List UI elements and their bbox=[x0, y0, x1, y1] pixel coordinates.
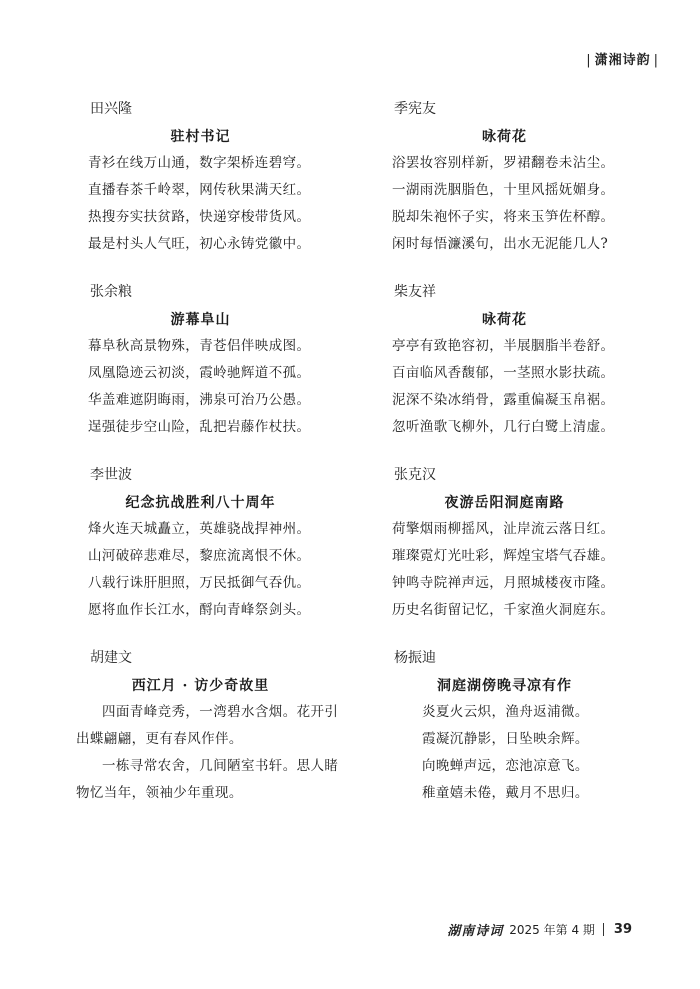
poem-line: 烽火连天城矗立，英雄骁战捍神州。 bbox=[88, 521, 311, 537]
poem-line: 忽听渔歌飞柳外，几行白鹭上清虚。 bbox=[392, 419, 615, 435]
poem-line: 一栋寻常农舍，几间陋室书轩。思人睹 bbox=[102, 758, 339, 774]
poem-line: 钟鸣寺院禅声远，月照城楼夜市隆。 bbox=[392, 575, 615, 591]
poem-author: 张余粮 bbox=[90, 284, 132, 300]
divider: | bbox=[586, 53, 592, 68]
poem-line: 浴罢妆容别样新，罗裙翻卷未沾尘。 bbox=[392, 155, 615, 171]
poem-title: 夜游岳阳洞庭南路 bbox=[444, 495, 565, 511]
poem bbox=[88, 277, 388, 460]
poem-line: 八载行诛肝胆照，万民抵御气吞仇。 bbox=[88, 575, 311, 591]
poem-line: 荷擎烟雨柳摇风，沚岸流云落日红。 bbox=[392, 521, 615, 537]
poem-author: 李世波 bbox=[90, 467, 132, 483]
poem-author: 季宪友 bbox=[394, 101, 436, 117]
poem-line: 霞凝沉静影，日坠映余辉。 bbox=[422, 731, 589, 747]
poem-title: 西江月 · 访少奇故里 bbox=[131, 678, 270, 694]
issue-label: 2025 年第 4 期 bbox=[509, 923, 595, 937]
page-footer bbox=[447, 920, 632, 939]
left-column bbox=[76, 94, 388, 843]
poem-author: 柴友祥 bbox=[394, 284, 436, 300]
poem bbox=[392, 277, 692, 460]
poem-line: 脱却朱袍怀子实，将来玉笋佐杯醇。 bbox=[392, 209, 615, 225]
poem-line: 直播春茶千岭翠，网传秋果满天红。 bbox=[88, 182, 311, 198]
poem bbox=[88, 94, 388, 277]
poem-line: 幕阜秋高景物殊，青苍侣伴映成图。 bbox=[88, 338, 311, 354]
poem-line: 愿将血作长江水，酹向青峰祭剑头。 bbox=[88, 602, 311, 618]
poem bbox=[392, 643, 692, 843]
poem-line: 出蝶翩翩，更有春风作伴。 bbox=[76, 731, 243, 747]
right-column bbox=[392, 94, 692, 843]
magazine-logo: 湖南诗词 bbox=[447, 924, 504, 939]
poem bbox=[76, 643, 388, 843]
poem-line: 凤凰隐迹云初淡，霞岭驰辉道不孤。 bbox=[88, 365, 311, 381]
poem-line: 最是村头人气旺，初心永铸党徽中。 bbox=[88, 236, 311, 252]
poem-line: 泥深不染冰绡骨，露重偏凝玉帛裾。 bbox=[392, 392, 615, 408]
poem-line: 璀璨霓灯光吐彩，辉煌宝塔气吞雄。 bbox=[392, 548, 615, 564]
divider bbox=[603, 923, 604, 936]
poem-line: 一湖雨洗胭脂色，十里风摇妩媚身。 bbox=[392, 182, 615, 198]
poem-title: 咏荷花 bbox=[482, 129, 527, 145]
poem bbox=[392, 460, 692, 643]
poem-line: 华盖难遮阴晦雨，沸泉可治乃公愚。 bbox=[88, 392, 311, 408]
poem-line: 向晚蝉声远，恋池凉意飞。 bbox=[422, 758, 589, 774]
poem-line: 青衫在线万山通，数字架桥连碧穹。 bbox=[88, 155, 311, 171]
poem-line: 历史名街留记忆，千家渔火洞庭东。 bbox=[392, 602, 615, 618]
poem-line: 炎夏火云炽，渔舟返浦微。 bbox=[422, 704, 589, 720]
poem bbox=[392, 94, 692, 277]
poem-line: 百亩临风香馥郁，一茎照水影扶疏。 bbox=[392, 365, 615, 381]
poem-line: 山河破碎悲难尽，黎庶流离恨不休。 bbox=[88, 548, 311, 564]
poem-line: 亭亭有致艳容初，半展胭脂半卷舒。 bbox=[392, 338, 615, 354]
poem-title: 纪念抗战胜利八十周年 bbox=[125, 495, 276, 511]
poem-line: 稚童嬉未倦，戴月不思归。 bbox=[422, 785, 589, 801]
poem-line: 四面青峰竞秀，一湾碧水含烟。花开引 bbox=[102, 704, 339, 720]
poem-line: 闲时每悟濂溪句，出水无泥能几人? bbox=[392, 236, 609, 252]
poem-author: 杨振迪 bbox=[394, 650, 436, 666]
section-title: 潇湘诗韵 bbox=[594, 53, 651, 68]
poem-author: 田兴隆 bbox=[90, 101, 132, 117]
section-header bbox=[583, 49, 662, 68]
poem-title: 咏荷花 bbox=[482, 312, 527, 328]
poem-line: 物忆当年，领袖少年重现。 bbox=[76, 785, 243, 801]
page-number: 39 bbox=[613, 922, 632, 937]
poem-author: 胡建文 bbox=[90, 650, 132, 666]
poem bbox=[88, 460, 388, 643]
divider: | bbox=[653, 53, 659, 68]
poem-title: 游幕阜山 bbox=[170, 312, 231, 328]
poem-line: 逞强徒步空山险，乱把岩藤作杖扶。 bbox=[88, 419, 311, 435]
poem-line: 热搜夯实扶贫路，快递穿梭带货风。 bbox=[88, 209, 311, 225]
poem-title: 洞庭湖傍晚寻凉有作 bbox=[437, 678, 572, 694]
poem-author: 张克汉 bbox=[394, 467, 436, 483]
poem-title: 驻村书记 bbox=[170, 129, 231, 145]
